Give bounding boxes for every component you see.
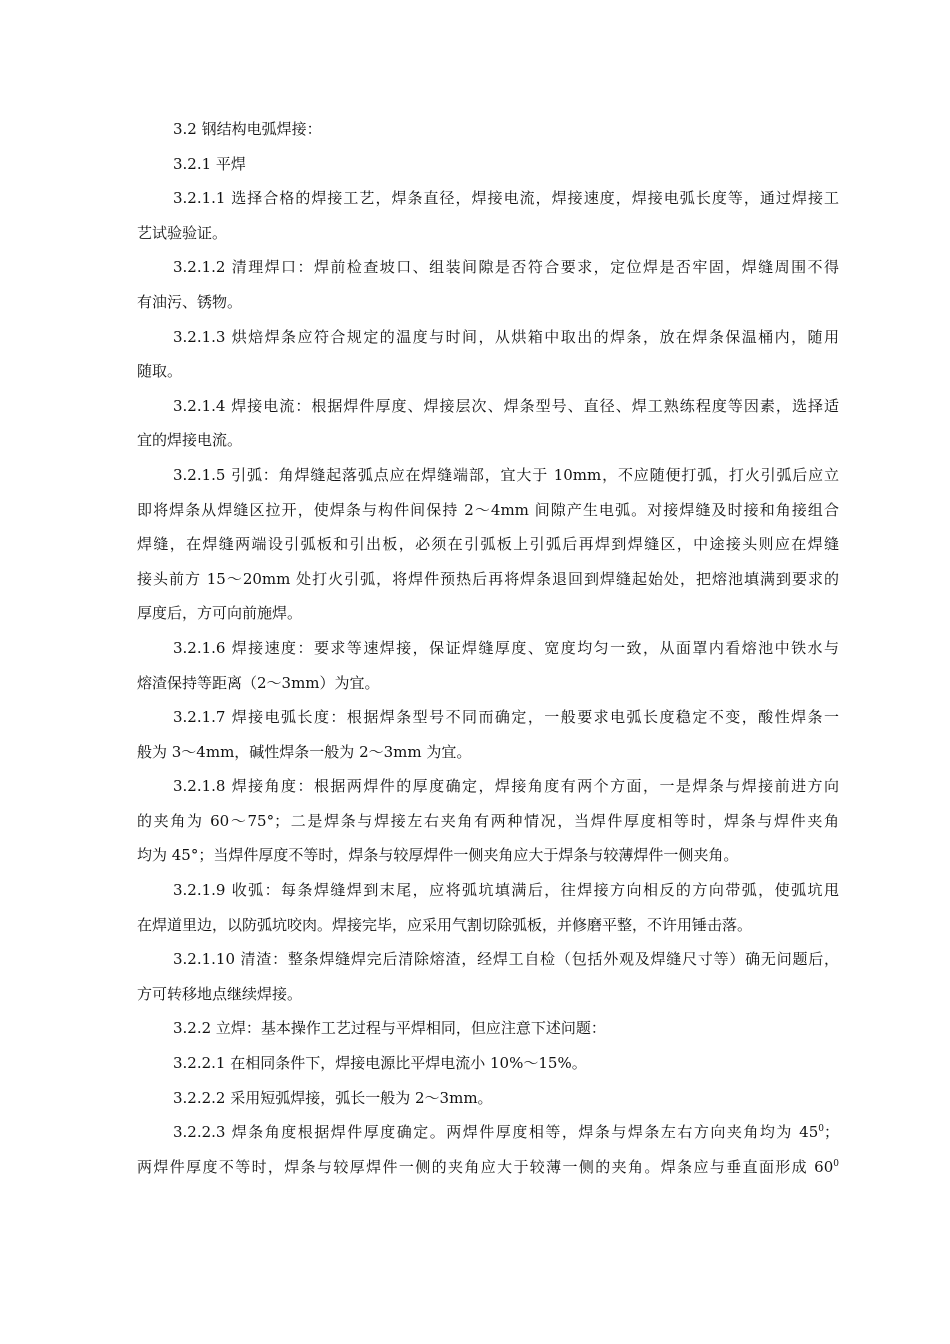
paragraph-p3 bbox=[137, 181, 839, 250]
paragraph-p11 bbox=[137, 873, 839, 942]
paragraph-p10 bbox=[137, 769, 839, 873]
text-line bbox=[137, 1115, 839, 1150]
text-line: 3.2.2 立焊：基本操作工艺过程与平焊相同，但应注意下述问题： bbox=[173, 1019, 606, 1038]
text-line: 3.2.1.9 收弧：每条焊缝焊到末尾，应将弧坑填满后，往焊接方向相反的方向带弧，使弧坑甩 bbox=[173, 881, 839, 900]
text-line: 宜的焊接电流。 bbox=[137, 431, 243, 450]
text-line: 的夹角为 60～75°；二是焊条与焊接左右夹角有两种情况，当焊件厚度相等时，焊条与焊件夹角 bbox=[137, 811, 839, 830]
text-line: 随取。 bbox=[137, 362, 183, 381]
paragraph-p7 bbox=[137, 458, 839, 631]
text-segment: ； bbox=[823, 1123, 839, 1142]
text-segment: 3.2.2.3 焊条角度根据焊件厚度确定。两焊件厚度相等，焊条与焊条左右方向夹角均为 45 bbox=[173, 1123, 819, 1142]
text-line: 焊缝，在焊缝两端设引弧板和引出板，必须在引弧板上引弧后再焊到焊缝区，中途接头则应在焊缝 bbox=[137, 535, 839, 554]
document-body bbox=[137, 112, 839, 1184]
paragraph-p2 bbox=[137, 147, 839, 182]
paragraph-p13 bbox=[137, 1011, 839, 1046]
paragraph-p6 bbox=[137, 389, 839, 458]
text-line: 方可转移地点继续焊接。 bbox=[137, 984, 303, 1003]
paragraph-p12 bbox=[137, 942, 839, 1011]
text-line: 般为 3～4mm，碱性焊条一般为 2～3mm 为宜。 bbox=[137, 742, 472, 761]
text-line: 均为 45°；当焊件厚度不等时，焊条与较厚焊件一侧夹角应大于焊条与较薄焊件一侧夹角。 bbox=[137, 846, 739, 865]
text-line: 3.2.2.1 在相同条件下，焊接电源比平焊电流小 10%～15%。 bbox=[173, 1054, 587, 1073]
text-segment: 两焊件厚度不等时，焊条与较厚焊件一侧的夹角应大于较薄一侧的夹角。焊条应与垂直面形成 60 bbox=[137, 1157, 834, 1176]
text-line bbox=[137, 1150, 839, 1185]
paragraph-p14 bbox=[137, 1046, 839, 1081]
degree-superscript: 0 bbox=[833, 1158, 839, 1169]
paragraph-p15 bbox=[137, 1081, 839, 1116]
text-line: 3.2.1.10 清渣：整条焊缝焊完后清除熔渣，经焊工自检（包括外观及焊缝尺寸等）确无问题后， bbox=[173, 950, 839, 969]
text-line: 接头前方 15～20mm 处打火引弧，将焊件预热后再将焊条退回到焊缝起始处，把熔池填满到要求的 bbox=[137, 569, 839, 588]
text-line: 3.2.1.6 焊接速度：要求等速焊接，保证焊缝厚度、宽度均匀一致，从面罩内看熔池中铁水与 bbox=[173, 638, 839, 657]
text-line: 3.2.1 平焊 bbox=[173, 154, 246, 173]
text-line: 3.2.1.2 清理焊口：焊前检查坡口、组装间隙是否符合要求，定位焊是否牢固，焊缝周围不得 bbox=[173, 258, 839, 277]
paragraph-p9 bbox=[137, 700, 839, 769]
text-line: 有油污、锈物。 bbox=[137, 292, 243, 311]
paragraph-p1 bbox=[137, 112, 839, 147]
degree-superscript: 0 bbox=[818, 1124, 824, 1135]
text-line: 在焊道里边，以防弧坑咬肉。焊接完毕，应采用气割切除弧板，并修磨平整，不许用锤击落。 bbox=[137, 915, 753, 934]
text-line: 3.2.1.1 选择合格的焊接工艺，焊条直径，焊接电流，焊接速度，焊接电弧长度等，通过焊接工 bbox=[173, 189, 839, 208]
text-line: 即将焊条从焊缝区拉开，使焊条与构件间保持 2～4mm 间隙产生电弧。对接焊缝及时接和角接组合 bbox=[137, 500, 839, 519]
paragraph-p5 bbox=[137, 320, 839, 389]
paragraph-p4 bbox=[137, 250, 839, 319]
text-line: 3.2.1.7 焊接电弧长度：根据焊条型号不同而确定，一般要求电弧长度稳定不变，酸性焊条一 bbox=[173, 708, 839, 727]
text-line: 艺试验验证。 bbox=[137, 223, 228, 242]
text-line: 3.2.1.8 焊接角度：根据两焊件的厚度确定，焊接角度有两个方面，一是焊条与焊接前进方向 bbox=[173, 777, 839, 796]
text-line: 3.2.1.4 焊接电流：根据焊件厚度、焊接层次、焊条型号、直径、焊工熟练程度等因素，选择适 bbox=[173, 396, 839, 415]
text-line: 3.2 钢结构电弧焊接： bbox=[173, 120, 322, 138]
text-line: 厚度后，方可向前施焊。 bbox=[137, 604, 303, 623]
paragraph-p16 bbox=[137, 1115, 839, 1184]
text-line: 熔渣保持等距离（2～3mm）为宜。 bbox=[137, 673, 380, 692]
text-line: 3.2.1.3 烘焙焊条应符合规定的温度与时间，从烘箱中取出的焊条，放在焊条保温桶内，随用 bbox=[173, 327, 839, 346]
text-line: 3.2.2.2 采用短弧焊接，弧长一般为 2～3mm。 bbox=[173, 1088, 493, 1107]
text-line: 3.2.1.5 引弧：角焊缝起落弧点应在焊缝端部，宜大于 10mm，不应随便打弧，打火引弧后应立 bbox=[173, 465, 839, 484]
paragraph-p8 bbox=[137, 631, 839, 700]
